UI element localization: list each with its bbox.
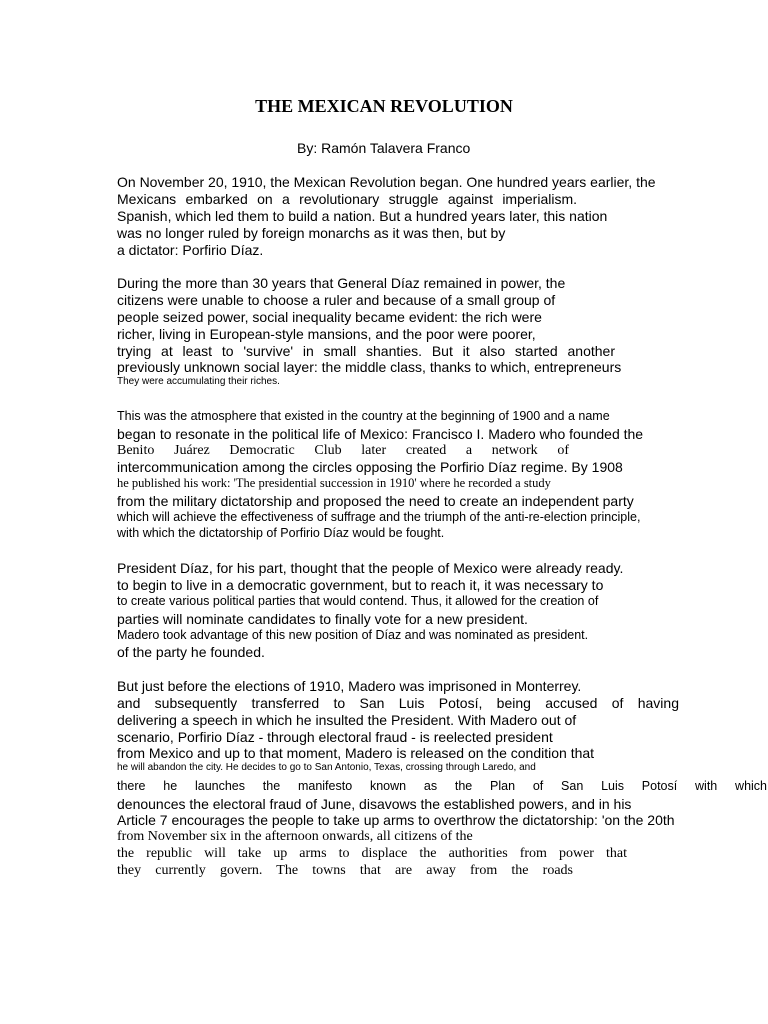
text-line: richer, living in European-style mansions, and the poor were poorer, (117, 326, 536, 342)
text-line: there he launches the manifesto known as the Plan of San Luis Potosí with which (117, 779, 767, 793)
text-line: they currently govern. The towns that are away from the roads (117, 863, 573, 878)
text-line: began to resonate in the political life of Mexico: Francisco I. Madero who founded the (117, 426, 644, 442)
text-line: Benito Juárez Democratic Club later created a network of (117, 443, 569, 458)
text-line: people seized power, social inequality became evident: the rich were (117, 309, 542, 325)
text-line: delivering a speech in which he insulted the President. With Madero out of (117, 712, 577, 728)
text-line: Spanish, which led them to build a nation. But a hundred years later, this nation (117, 208, 608, 224)
text-line: previously unknown social layer: the middle class, thanks to which, entrepreneurs (117, 359, 622, 375)
author-byline: By: Ramón Talavera Franco (297, 140, 471, 156)
text-line: scenario, Porfirio Díaz - through electoral fraud - is reelected president (117, 729, 553, 745)
document-title: THE MEXICAN REVOLUTION (255, 96, 513, 116)
text-line: Mexicans embarked on a revolutionary struggle against imperialism. (117, 191, 577, 207)
text-line: denounces the electoral fraud of June, disavows the established powers, and in his (117, 796, 632, 812)
text-line: and subsequently transferred to San Luis Potosí, being accused of having (117, 695, 679, 711)
text-line: citizens were unable to choose a ruler and because of a small group of (117, 292, 556, 308)
text-line: On November 20, 1910, the Mexican Revolution began. One hundred years earlier, the (117, 174, 656, 190)
text-line: with which the dictatorship of Porfirio Díaz would be fought. (117, 526, 445, 540)
text-line: from Mexico and up to that moment, Madero is released on the condition that (117, 745, 595, 761)
text-line: Madero took advantage of this new position of Díaz and was nominated as president. (117, 628, 589, 642)
text-line: from November six in the afternoon onwards, all citizens of the (117, 829, 473, 844)
text-line: This was the atmosphere that existed in the country at the beginning of 1900 and a name (117, 409, 610, 423)
text-line: a dictator: Porfirio Díaz. (117, 242, 264, 258)
text-line: he published his work: 'The presidential succession in 1910' where he recorded a study (117, 476, 551, 490)
text-line: But just before the elections of 1910, Madero was imprisoned in Monterrey. (117, 678, 582, 694)
text-line: During the more than 30 years that General Díaz remained in power, the (117, 275, 566, 291)
text-line: Article 7 encourages the people to take up arms to overthrow the dictatorship: 'on the 20th (117, 812, 675, 828)
text-line: which will achieve the effectiveness of suffrage and the triumph of the anti-re-election principle, (117, 510, 641, 524)
text-line: intercommunication among the circles opposing the Porfirio Díaz regime. By 1908 (117, 459, 623, 475)
text-line: was no longer ruled by foreign monarchs as it was then, but by (117, 225, 506, 241)
text-line: the republic will take up arms to displace the authorities from power that (117, 846, 627, 861)
text-line: trying at least to 'survive' in small shanties. But it also started another (117, 343, 615, 359)
text-line: from the military dictatorship and proposed the need to create an independent party (117, 493, 634, 509)
text-line: to create various political parties that would contend. Thus, it allowed for the creation of (117, 594, 599, 608)
text-line: he will abandon the city. He decides to go to San Antonio, Texas, crossing through Laredo, and (117, 762, 536, 773)
text-line: parties will nominate candidates to finally vote for a new president. (117, 611, 528, 627)
text-line: to begin to live in a democratic government, but to reach it, it was necessary to (117, 577, 604, 593)
text-line: President Díaz, for his part, thought that the people of Mexico were already ready. (117, 560, 624, 576)
text-line: of the party he founded. (117, 644, 265, 660)
text-line: They were accumulating their riches. (117, 376, 280, 387)
